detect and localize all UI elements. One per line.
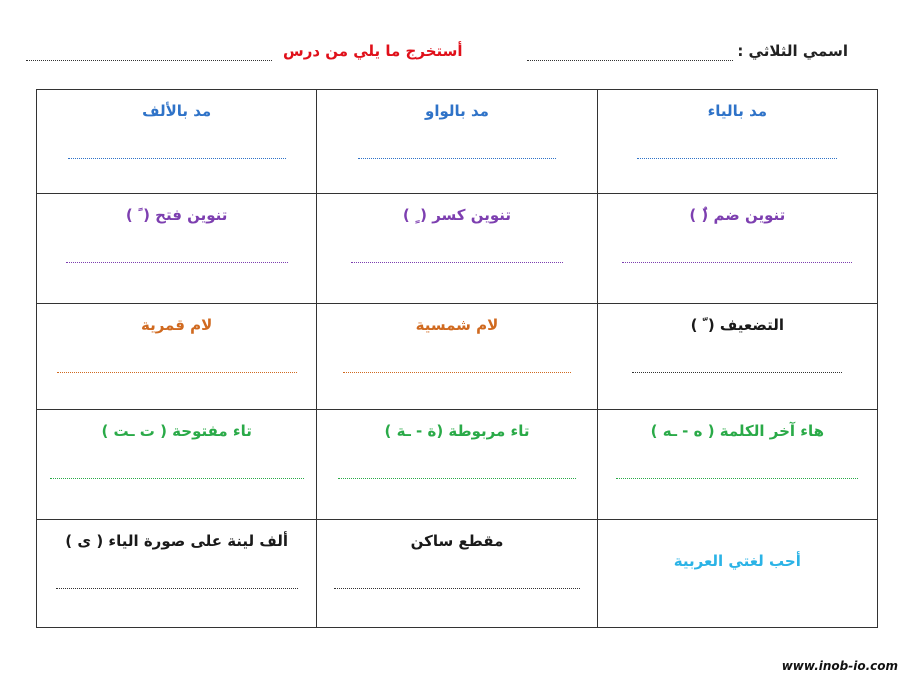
cell-haa-akhir[interactable] — [597, 410, 877, 520]
cell-label: هاء آخر الكلمة ( ه - ـه ) — [650, 422, 824, 440]
website-footer: www.inob-io.com — [781, 659, 898, 673]
cell-motto — [597, 520, 877, 628]
answer-line[interactable] — [57, 372, 297, 373]
cell-tanween-fath[interactable] — [37, 194, 317, 304]
answer-line[interactable] — [632, 372, 842, 373]
cell-label: تاء مفتوحة ( ت ـت ) — [101, 422, 252, 440]
worksheet-header — [0, 34, 914, 74]
answer-line[interactable] — [622, 262, 852, 263]
cell-label: لام شمسية — [415, 316, 499, 334]
answer-line[interactable] — [68, 158, 286, 159]
cell-long-alef[interactable] — [37, 90, 317, 194]
answer-line[interactable] — [66, 262, 288, 263]
table-row — [37, 194, 878, 304]
cell-long-waw[interactable] — [317, 90, 597, 194]
cell-label: مد بالياء — [707, 102, 768, 120]
cell-label: تنوين ضم (ٌ ) — [689, 206, 786, 224]
answer-line[interactable] — [351, 262, 563, 263]
student-name-blank[interactable] — [527, 60, 733, 61]
cell-tanween-damm[interactable] — [597, 194, 877, 304]
answer-line[interactable] — [637, 158, 837, 159]
cell-alef-layyina[interactable] — [37, 520, 317, 628]
student-name-label: اسمي الثلاثي : — [737, 42, 848, 60]
cell-maqta-sakin[interactable] — [317, 520, 597, 628]
cell-label: تنوين كسر ( ٍ ) — [402, 206, 512, 224]
cell-taa-maftouha[interactable] — [37, 410, 317, 520]
cell-lam-shamsiya[interactable] — [317, 304, 597, 410]
cell-label: مد بالألف — [142, 102, 212, 120]
answer-line[interactable] — [334, 588, 580, 589]
table-row — [37, 304, 878, 410]
answer-line[interactable] — [358, 158, 556, 159]
cell-label: تاء مربوطة (ة - ـة ) — [384, 422, 530, 440]
table-row — [37, 90, 878, 194]
motto-text: أحب لغتي العربية — [673, 552, 801, 570]
cell-lam-qamariya[interactable] — [37, 304, 317, 410]
answer-line[interactable] — [616, 478, 858, 479]
answer-line[interactable] — [56, 588, 298, 589]
cell-label: لام قمرية — [141, 316, 213, 334]
cell-long-ya[interactable] — [597, 90, 877, 194]
cell-label: التضعيف ( ّ ) — [690, 316, 785, 334]
cell-tadeef[interactable] — [597, 304, 877, 410]
cell-label: مد بالواو — [425, 102, 489, 120]
cell-label: تنوين فتح ( ً ) — [125, 206, 228, 224]
answer-line[interactable] — [338, 478, 576, 479]
cell-tanween-kasr[interactable] — [317, 194, 597, 304]
lesson-name-blank[interactable] — [26, 60, 272, 61]
answer-line[interactable] — [343, 372, 571, 373]
exercise-table — [36, 89, 878, 628]
instruction-title: أستخرج ما يلي من درس — [283, 42, 463, 60]
cell-label: ألف لينة على صورة الياء ( ى ) — [65, 532, 289, 550]
answer-line[interactable] — [50, 478, 304, 479]
cell-taa-marbouta[interactable] — [317, 410, 597, 520]
cell-label: مقطع ساكن — [410, 532, 504, 550]
table-row — [37, 520, 878, 628]
table-row — [37, 410, 878, 520]
